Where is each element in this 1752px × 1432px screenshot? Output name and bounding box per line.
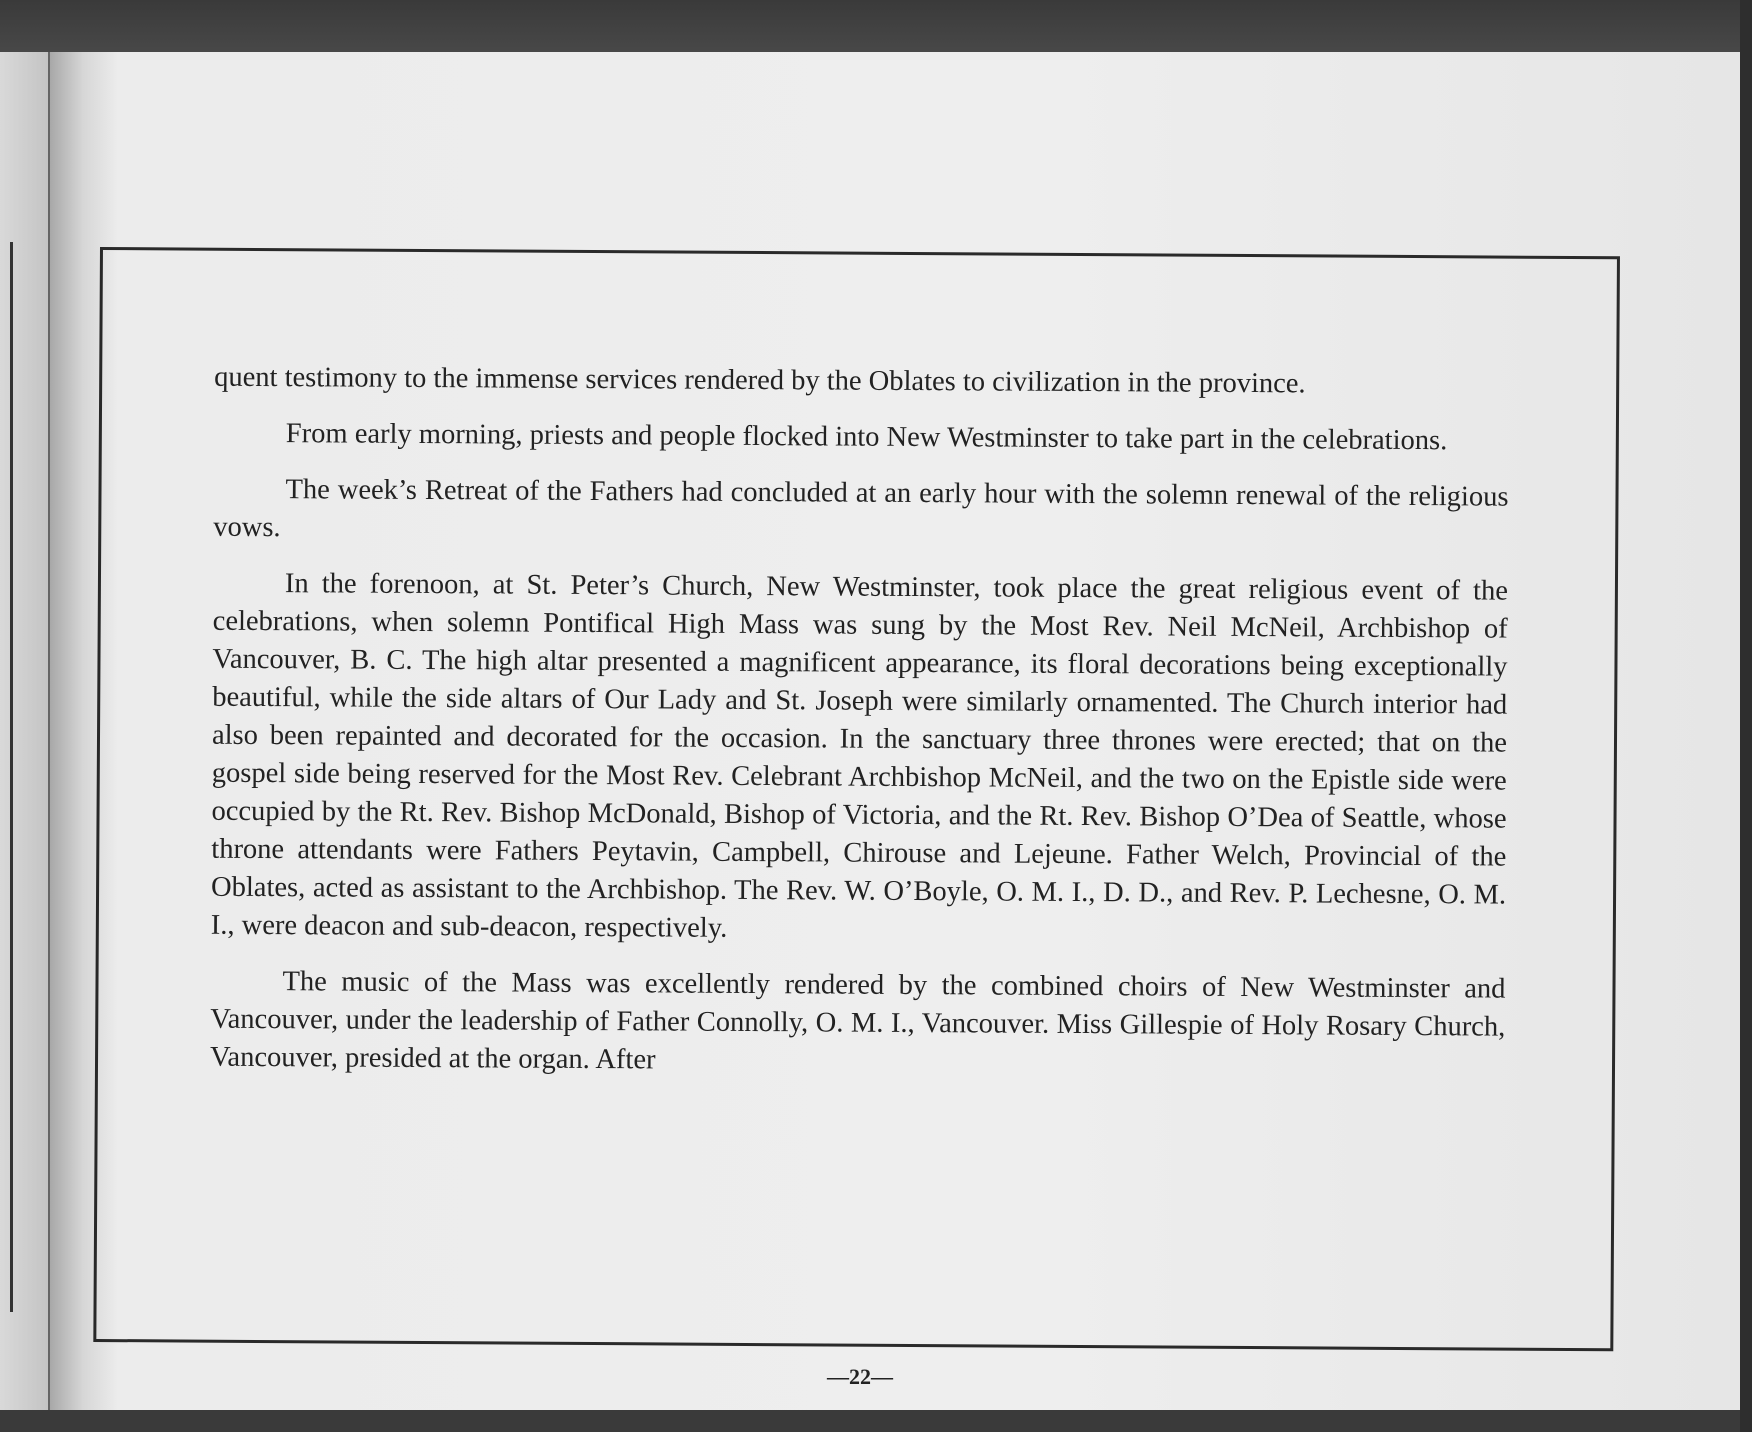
scan-background-bottom [0,1410,1752,1432]
scan-background-right [1740,0,1752,1432]
body-text [210,359,1509,1103]
paragraph-3: The week’s Retreat of the Fathers had concluded at an early hour with the solemn renewal of the religious vows. [213,474,1509,544]
page-number: —22— [827,1364,893,1389]
scan-background-top [0,0,1752,60]
paragraph-1: quent testimony to the immense services rendered by the Oblates to civilization in the province. [214,361,1306,400]
paragraph-2: From early morning, priests and people flocked into New Westminster to take part in the celebrations. [285,418,1448,457]
text-frame [93,247,1620,1351]
previous-page-frame-edge [0,242,13,1312]
paragraph-4: In the forenoon, at St. Peter’s Church, New Westminster, took place the great religious event of the celebrations, when solemn Pontifical High Mass was sung by the Most Rev. Neil McNeil, Archbishop of Vancouver, B. C. The high altar presented a magnificent appearance, its floral decorations being exceptionally beautiful, while the side altars of Our Lady and St. Joseph were similarly ornamented. The Church interior had also been repainted and decorated for the occasion. In the sanctuary three thrones were erected; that on the gospel side being reserved for the Most Rev. Celebrant Archbishop McNeil, and the two on the Epistle side were occupied by the Rt. Rev. Bishop McDonald, Bishop of Victoria, and the Rt. Rev. Bishop O’Dea of Seattle, whose throne attendants were Fathers Peytavin, Campbell, Chirouse and Lejeune. Father Welch, Provincial of the Oblates, acted as assistant to the Archbishop. The Rev. W. O’Boyle, O. M. I., D. D., and Rev. P. Lechesne, O. M. I., were deacon and sub-deacon, respectively. [210,568,1509,944]
book-page [0,52,1740,1414]
paragraph-5: The music of the Mass was excellently rendered by the combined choirs of New Westminster and Vancouver, under the leadership of Father Connolly, O. M. I., Vancouver. Miss Gillespie of Holy Rosary Church, Vancouver, presided at the organ. After [209,966,1506,1076]
previous-page-edge [0,52,50,1414]
binding-shadow [48,52,118,1414]
